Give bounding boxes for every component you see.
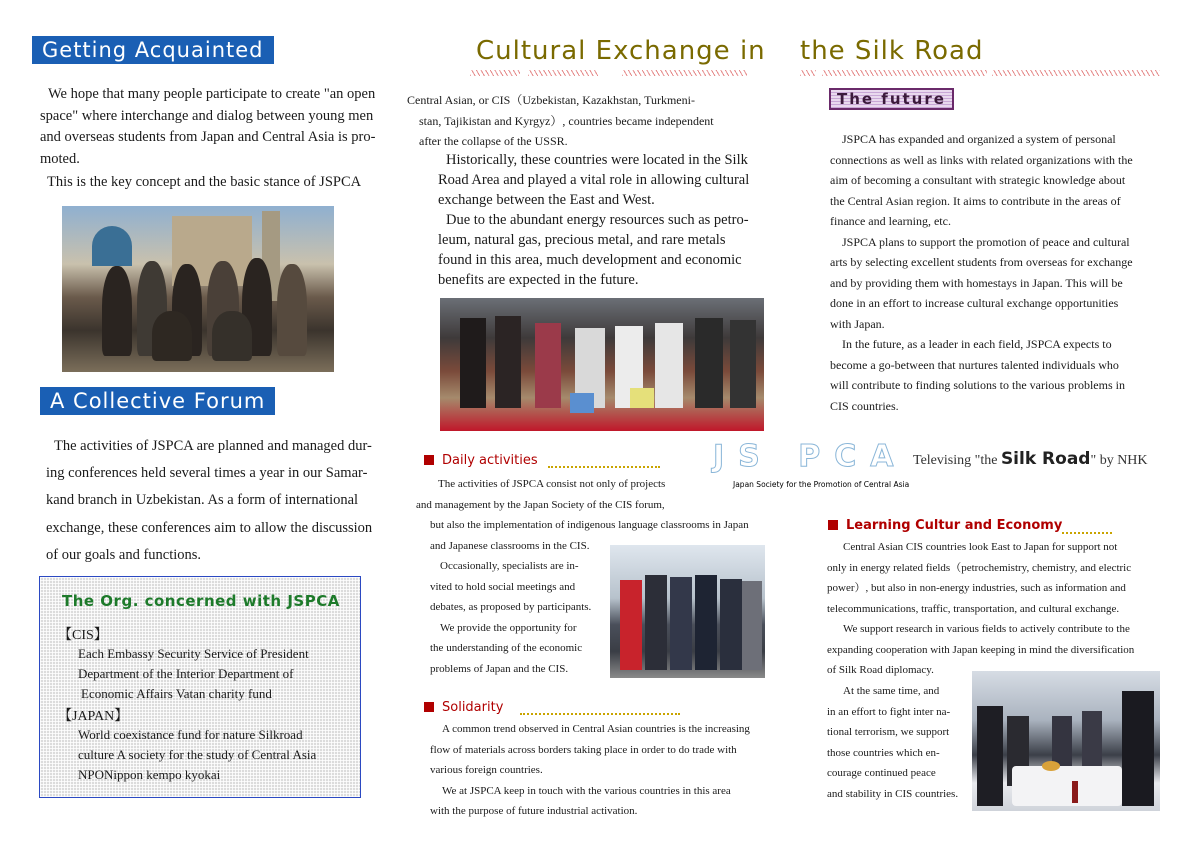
person [695, 575, 717, 670]
text-line: arts by selecting excellent students from overseas for exchange [830, 255, 1133, 269]
japan-label: 【JAPAN】 [58, 709, 129, 724]
learning-heading [828, 518, 1062, 533]
org-box-title: The Org. concerned with JSPCA [62, 592, 340, 610]
text-line: the Central Asian region. It aims to contribute in the areas of [830, 193, 1121, 208]
text-line: We support research in various fields to actively contribute to the [843, 623, 1130, 635]
getting-acquainted-paragraph [40, 84, 377, 170]
decorative-wave [520, 707, 680, 715]
person [1082, 711, 1102, 766]
key-concept-line: This is the key concept and the basic stance of JSPCA [47, 174, 362, 190]
text-line: but also the implementation of indigenous language classrooms in Japan [430, 519, 749, 531]
person [460, 318, 486, 408]
text-line: In the future, as a leader in each field, JSPCA expects to [842, 337, 1112, 351]
person [655, 323, 683, 408]
org-line: Department of the Interior Department of [78, 666, 294, 681]
solidarity-paragraph [430, 719, 775, 822]
text-line: ing conferences held several times a year in our Samar- [46, 465, 368, 482]
person [670, 577, 692, 670]
group-photo-samarkand [62, 206, 334, 372]
person [620, 580, 642, 670]
televising-suffix: " by NHK [1090, 453, 1148, 468]
text-line: those countries which en- [827, 746, 940, 759]
text-line: finance and learning, etc. [830, 214, 951, 228]
collective-forum-heading: A Collective Forum [40, 387, 275, 415]
japan-org-list [78, 725, 358, 785]
section-marker [424, 702, 434, 712]
text-line: flow of materials across borders taking place in order to do trade with [430, 743, 737, 756]
the-future-heading: The future [829, 88, 954, 110]
person [1052, 716, 1072, 766]
text-line: kand branch in Uzbekistan. As a form of international [46, 492, 359, 509]
person [977, 706, 1003, 806]
daily-activities-heading [424, 453, 538, 468]
text-line: Due to the abundant energy resources such as petro- [446, 212, 749, 228]
section-marker [828, 520, 838, 530]
text-line: debates, as proposed by participants. [430, 601, 592, 613]
person [720, 579, 742, 670]
text-line: connections as well as links with related organizations with the [830, 152, 1133, 167]
dome-shape [92, 226, 132, 266]
text-line: and management by the Japan Society of the CIS forum, [416, 498, 665, 511]
picture-frame [630, 388, 654, 408]
future-paragraph [830, 129, 1165, 416]
solidarity-heading-text: Solidarity [442, 700, 504, 715]
text-line: We at JSPCA keep in touch with the various countries in this area [442, 784, 731, 797]
text-line: We provide the opportunity for [440, 621, 577, 634]
text-line: Central Asian, or CIS（Uzbekistan, Kazakhstan, Turkmeni- [407, 93, 695, 107]
text-line: A common trend observed in Central Asian countries is the increasing [442, 723, 750, 735]
picture-frame [570, 393, 594, 413]
children-group-photo [440, 298, 764, 431]
text-line: problems of Japan and the CIS. [430, 662, 569, 675]
text-line: courage continued peace [827, 767, 936, 779]
main-title-part2: the Silk Road [800, 36, 984, 66]
person [152, 311, 192, 361]
text-line: telecommunications, traffic, transportation, and cultural exchange. [827, 602, 1120, 615]
person [742, 581, 762, 670]
person [212, 311, 252, 361]
jspca-full-name: Japan Society for the Promotion of Central Asia [733, 480, 910, 489]
text-line: in an effort to fight inter na- [827, 705, 951, 718]
title-underline [822, 70, 987, 76]
collective-forum-paragraph [46, 433, 376, 569]
person [645, 575, 667, 670]
org-line: World coexistance fund for nature Silkroad [78, 727, 303, 742]
text-line: vited to hold social meetings and [430, 580, 576, 593]
org-line: Each Embassy Security Service of President [78, 646, 309, 661]
banquet-table [1012, 766, 1122, 806]
text-line: and stability in CIS countries. [827, 787, 959, 800]
person [1122, 691, 1154, 806]
org-line: Economic Affairs Vatan charity fund [81, 686, 272, 701]
text-line: Central Asian CIS countries look East to Japan for support not [843, 541, 1118, 553]
text-line: moted. [40, 150, 80, 167]
text-line: done in an effort to increase cultural exchange opportunities [830, 296, 1119, 310]
main-title-part1: Cultural Exchange in [476, 36, 766, 66]
decorative-wave [548, 460, 660, 468]
text-line: Occasionally, specialists are in- [440, 560, 579, 572]
text-line: space" where interchange and dialog between young men [40, 107, 374, 124]
text-line: CIS countries. [830, 398, 899, 413]
getting-acquainted-heading: Getting Acquainted [32, 36, 274, 64]
org-line: NPONippon kempo kyokai [78, 767, 221, 782]
text-line: stan, Tajikistan and Kyrgyz）, countries became independent [419, 113, 714, 128]
title-underline [470, 70, 520, 76]
daily-activities-narrow [430, 556, 605, 679]
section-marker [424, 455, 434, 465]
learning-paragraph [827, 537, 1165, 681]
daily-activities-paragraph [416, 474, 775, 556]
cis-label: 【CIS】 [58, 628, 108, 643]
learning-heading-text: Learning Cultur and Economy [846, 518, 1063, 533]
title-underline [528, 70, 598, 76]
person [277, 264, 307, 356]
text-line: with the purpose of future industrial activation. [430, 805, 638, 817]
learning-narrow [827, 681, 972, 804]
text-line: Road Area and played a vital role in allowing cultural [438, 172, 750, 188]
text-line: leum, natural gas, precious metal, and rare metals [438, 232, 726, 248]
text-line: and overseas students from Japan and Central Asia is pro- [40, 129, 376, 145]
text-line: and Japanese classrooms in the CIS. [430, 539, 590, 552]
text-line: The activities of JSPCA consist not only of projects [438, 478, 666, 490]
televising-silk-road: Silk Road [1000, 449, 1091, 469]
text-line: become a go-between that nurtures talented individuals who [830, 357, 1119, 372]
text-line: various foreign countries. [430, 764, 543, 776]
text-line: will contribute to finding solutions to the various problems in [830, 378, 1125, 392]
history-paragraph [438, 150, 778, 290]
bottle [1072, 781, 1078, 803]
title-underline [992, 70, 1160, 76]
text-line: We hope that many people participate to create "an open [48, 86, 376, 102]
text-line: Historically, these countries were located in the Silk [446, 152, 748, 168]
text-line: The activities of JSPCA are planned and managed dur- [54, 438, 372, 454]
text-line: the understanding of the economic [430, 642, 583, 654]
text-line: of our goals and functions. [46, 546, 202, 563]
intro-paragraph [407, 90, 772, 152]
text-line: power）, but also in non-energy industries, such as information and [827, 582, 1126, 594]
text-line: At the same time, and [843, 685, 940, 697]
televising-note [913, 449, 1148, 469]
text-line: found in this area, much development and economic [438, 252, 742, 268]
person [102, 266, 132, 356]
cis-org-list [78, 644, 358, 704]
text-line: JSPCA plans to support the promotion of peace and cultural [842, 234, 1130, 249]
text-line: expanding cooperation with Japan keeping in mind the diversification [827, 643, 1135, 656]
org-box [39, 576, 361, 798]
banquet-photo [972, 671, 1160, 811]
text-line: after the collapse of the USSR. [419, 134, 568, 148]
solidarity-heading [424, 700, 503, 715]
text-line: with Japan. [830, 316, 885, 331]
text-line: aim of becoming a consultant with strategic knowledge about [830, 173, 1126, 187]
text-line: of Silk Road diplomacy. [827, 664, 934, 676]
person [535, 323, 561, 408]
title-underline [800, 70, 816, 76]
person [695, 318, 723, 408]
decorative-wave [1062, 526, 1112, 534]
fruit-plate [1042, 761, 1060, 771]
text-line: and by providing them with homestays in Japan. This will be [830, 275, 1123, 290]
person [730, 320, 756, 408]
televising-prefix: Televising "the [913, 453, 998, 468]
jspca-logo: JS PCA [713, 439, 908, 474]
text-line: tional terrorism, we support [827, 726, 950, 738]
title-underline [622, 70, 747, 76]
text-line: benefits are expected in the future. [438, 272, 639, 288]
text-line: only in energy related fields（petrochemistry, chemistry, and electric [827, 561, 1132, 574]
delegation-photo [610, 545, 765, 678]
org-line: culture A society for the study of Central Asia [78, 747, 317, 762]
text-line: exchange between the East and West. [438, 192, 655, 208]
text-line: JSPCA has expanded and organized a system of personal [842, 132, 1116, 146]
daily-activities-heading-text: Daily activities [442, 453, 538, 468]
person [495, 316, 521, 408]
text-line: exchange, these conferences aim to allow the discussion [46, 519, 373, 536]
